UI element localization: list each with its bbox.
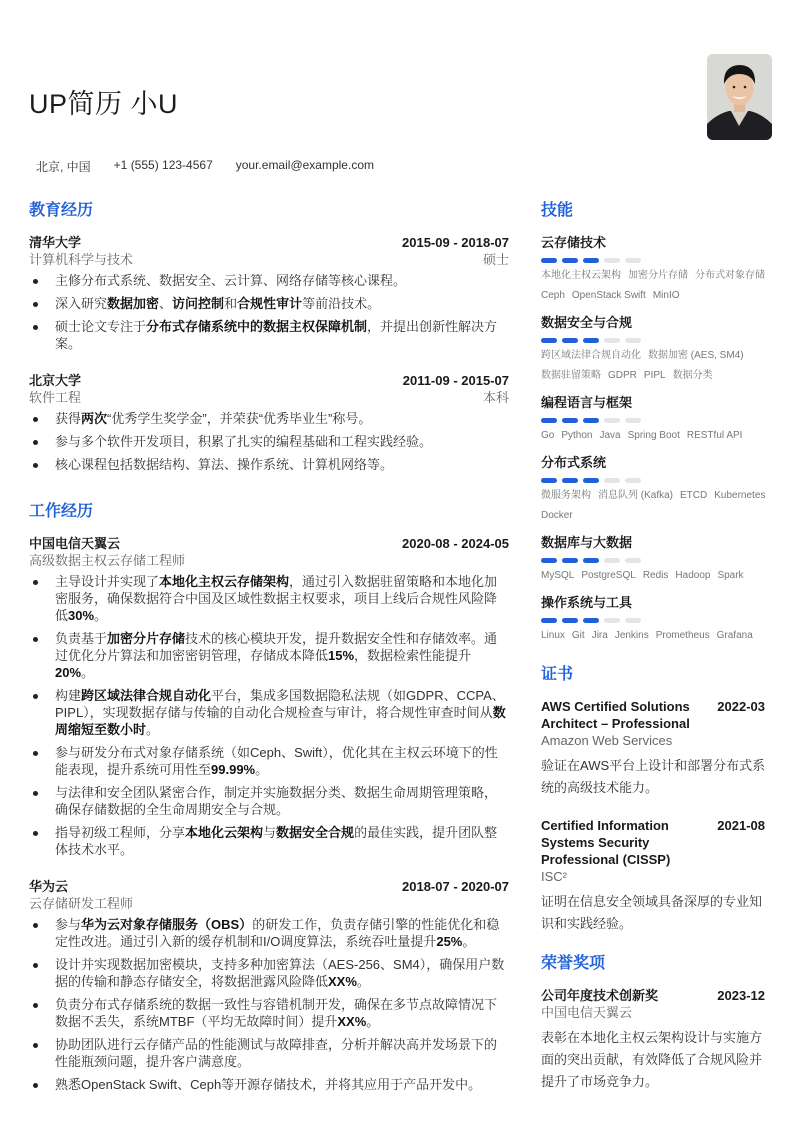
bullet-item: 构建跨区域法律合规自动化平台，集成多国数据隐私法规（如GDPR、CCPA、PIPL），实现数据存储与传输的自动化合规检查与审计，将合规性审查时间从数周缩短至数小时。 [29, 687, 509, 738]
skill-level-bar [562, 258, 578, 263]
skill-tag: 微服务架构 [541, 490, 591, 501]
certificate-entry [541, 698, 776, 799]
skill-tag: Go [541, 430, 555, 441]
bullet-item: 硕士论文专注于分布式存储系统中的数据主权保障机制，并提出创新性解决方案。 [29, 318, 509, 352]
skill-level-bar [562, 338, 578, 343]
skills-section [541, 200, 776, 644]
skill-name: 编程语言与框架 [541, 395, 633, 410]
skill-tag: Spark [717, 570, 744, 581]
skill-tags [541, 568, 776, 584]
awards-section [541, 953, 776, 1093]
skill-tags [541, 628, 776, 644]
skill-group [541, 454, 776, 524]
section-title-work: 工作经历 [29, 503, 94, 520]
skill-level-bar [541, 478, 557, 483]
skill-tag: MinIO [652, 290, 680, 301]
skill-tag: Git [571, 630, 585, 641]
skill-level-bar [604, 478, 620, 483]
bullet-item: 参与多个软件开发项目，积累了扎实的编程基础和工程实践经验。 [29, 433, 509, 450]
certificate-issuer: ISC² [541, 869, 567, 884]
right-column [541, 200, 776, 1111]
certificate-entry [541, 817, 776, 935]
bullet-item: 参与研发分布式对象存储系统（如Ceph、Swift），优化其在主权云环境下的性能表现，提升系统可用性至99.99%。 [29, 744, 509, 778]
left-column [29, 200, 509, 1113]
skill-tag: 数据加密 (AES, SM4) [648, 350, 744, 361]
date-range: 2011-09 - 2015-07 [402, 373, 509, 388]
avatar-photo-icon [707, 54, 772, 140]
certificates-section [541, 664, 776, 935]
bullet-item: 指导初级工程师，分享本地化云架构与数据安全合规的最佳实践，提升团队整体技术水平。 [29, 824, 509, 858]
skill-group [541, 234, 776, 304]
skill-level-bar [562, 418, 578, 423]
date-range: 2015-09 - 2018-07 [402, 235, 509, 250]
skill-level-meter [541, 558, 776, 563]
award-entry [541, 987, 776, 1093]
skill-tag: 分布式对象存储 [695, 270, 765, 281]
skill-tag: 本地化主权云架构 [541, 270, 621, 281]
skill-tag: Prometheus [655, 630, 710, 641]
skill-name: 数据库与大数据 [541, 535, 633, 550]
skill-level-bar [604, 618, 620, 623]
skill-level-bar [541, 338, 557, 343]
job-title: 高级数据主权云存储工程师 [29, 553, 186, 568]
skill-level-bar [583, 478, 599, 483]
major: 软件工程 [29, 390, 82, 405]
skill-level-meter [541, 618, 776, 623]
skill-group [541, 534, 776, 584]
skill-tag: Linux [541, 630, 565, 641]
major: 计算机科学与技术 [29, 252, 134, 267]
work-entry [29, 878, 509, 1093]
award-date: 2023-12 [717, 988, 765, 1003]
skill-level-bar [562, 558, 578, 563]
skill-tag: 数据驻留策略 [541, 370, 601, 381]
skill-level-meter [541, 418, 776, 423]
work-section [29, 501, 509, 1093]
skill-tag: 加密分片存储 [628, 270, 688, 281]
skill-tag: Hadoop [675, 570, 711, 581]
certificate-description: 验证在AWS平台上设计和部署分布式系统的高级技术能力。 [541, 758, 766, 795]
bullet-item: 参与华为云对象存储服务（OBS）的研发工作，负责存储引擎的性能优化和稳定性改进。通过引入新的缓存机制和I/O调度算法，系统吞吐量提升25%。 [29, 916, 509, 950]
company-name: 华为云 [29, 879, 69, 894]
degree: 硕士 [482, 252, 509, 267]
skill-level-bar [583, 258, 599, 263]
certificate-date: 2022-03 [717, 699, 765, 714]
skill-tags [541, 348, 776, 384]
skill-tag: Kubernetes [714, 490, 766, 501]
skill-level-bar [541, 618, 557, 623]
skill-level-bar [604, 558, 620, 563]
education-section [29, 200, 509, 473]
skill-level-bar [583, 618, 599, 623]
skill-tag: 数据分类 [672, 370, 713, 381]
skill-level-bar [625, 558, 641, 563]
skill-level-meter [541, 478, 776, 483]
date-range: 2018-07 - 2020-07 [402, 879, 509, 894]
candidate-name: UP简历 小U [29, 89, 179, 119]
skill-tag: Spring Boot [627, 430, 680, 441]
skill-level-bar [562, 618, 578, 623]
skill-level-bar [604, 258, 620, 263]
skill-tag: PostgreSQL [581, 570, 636, 581]
skill-level-bar [583, 338, 599, 343]
skill-tag: GDPR [608, 370, 637, 381]
skill-level-bar [604, 418, 620, 423]
skill-level-meter [541, 258, 776, 263]
skill-level-bar [625, 418, 641, 423]
company-name: 中国电信天翼云 [29, 536, 121, 551]
skill-level-bar [562, 478, 578, 483]
skill-name: 操作系统与工具 [541, 595, 633, 610]
section-title-certificates: 证书 [541, 666, 574, 683]
skill-tag: RESTful API [686, 430, 743, 441]
skills-list [541, 234, 776, 644]
bullet-item: 熟悉OpenStack Swift、Ceph等开源存储技术，并将其应用于产品开发中。 [29, 1076, 509, 1093]
skill-level-bar [625, 478, 641, 483]
phone-text: +1 (555) 123-4567 [113, 158, 213, 172]
bullet-item: 深入研究数据加密、访问控制和合规性审计等前沿技术。 [29, 295, 509, 312]
skill-tag: Python [561, 430, 593, 441]
certificate-description: 证明在信息安全领域具备深厚的专业知识和实践经验。 [541, 894, 763, 931]
section-title-education: 教育经历 [29, 202, 94, 219]
skill-level-bar [583, 418, 599, 423]
bullet-item: 负责基于加密分片存储技术的核心模块开发，提升数据安全性和存储效率。通过优化分片算法和加密密钥管理，存储成本降低15%，数据检索性能提升20%。 [29, 630, 509, 681]
skill-group [541, 314, 776, 384]
skill-tag: ETCD [680, 490, 708, 501]
skill-level-bar [604, 338, 620, 343]
school-name: 北京大学 [29, 373, 82, 388]
section-title-skills: 技能 [541, 202, 574, 219]
section-title-awards: 荣誉奖项 [541, 955, 606, 972]
degree: 本科 [482, 390, 509, 405]
skill-name: 云存储技术 [541, 235, 607, 250]
skill-tag: Ceph [541, 290, 565, 301]
skill-level-bar [625, 258, 641, 263]
skill-tag: Grafana [716, 630, 753, 641]
skill-level-bar [625, 618, 641, 623]
education-entry [29, 372, 509, 473]
email-link[interactable]: your.email@example.com [235, 158, 374, 172]
skill-tag: Redis [642, 570, 669, 581]
bullet-item: 获得两次“优秀学生奖学金”，并荣获“优秀毕业生”称号。 [29, 410, 509, 427]
skill-level-bar [541, 418, 557, 423]
certificate-title: Certified Information Systems Security Professional (CISSP) [541, 818, 671, 867]
skill-tag: MySQL [541, 570, 575, 581]
bullet-item: 协助团队进行云存储产品的性能测试与故障排查，分析并解决高并发场景下的性能瓶颈问题，提升客户满意度。 [29, 1036, 509, 1070]
skill-tags [541, 488, 776, 524]
skill-tag: Jira [591, 630, 608, 641]
skill-tag: Jenkins [614, 630, 649, 641]
certificate-date: 2021-08 [717, 818, 765, 833]
skill-level-bar [625, 338, 641, 343]
skill-tag: PIPL [643, 370, 666, 381]
certificate-title: AWS Certified Solutions Architect – Professional [541, 699, 690, 731]
resume-header [0, 0, 800, 190]
bullet-item: 与法律和安全团队紧密合作，制定并实施数据分类、数据生命周期管理策略，确保存储数据的全生命周期安全与合规。 [29, 784, 509, 818]
bullet-item: 核心课程包括数据结构、算法、操作系统、计算机网络等。 [29, 456, 509, 473]
skill-level-bar [583, 558, 599, 563]
bullet-item: 负责分布式存储系统的数据一致性与容错机制开发，确保在多节点故障情况下数据不丢失，系统MTBF（平均无故障时间）提升XX%。 [29, 996, 509, 1030]
skill-group [541, 594, 776, 644]
avatar [707, 54, 772, 140]
school-name: 清华大学 [29, 235, 82, 250]
contact-info [36, 158, 374, 175]
award-title: 公司年度技术创新奖 [541, 988, 659, 1003]
award-description: 表彰在本地化主权云架构设计与实施方面的突出贡献，有效降低了合规风险并提升了市场竞争力。 [541, 1030, 763, 1089]
bullet-item: 主导设计并实现了本地化主权云存储架构，通过引入数据驻留策略和本地化加密服务，确保数据符合中国及区域性数据主权要求，项目上线后合规性风险降低30%。 [29, 573, 509, 624]
skill-tags [541, 268, 776, 304]
location-text: 北京, 中国 [36, 160, 91, 174]
skill-tag: Java [599, 430, 621, 441]
bullet-item: 设计并实现数据加密模块，支持多种加密算法（AES-256、SM4），确保用户数据的传输和静态存储安全，将数据泄露风险降低XX%。 [29, 956, 509, 990]
skill-tags [541, 428, 776, 444]
skill-tag: OpenStack Swift [571, 290, 646, 301]
skill-tag: Docker [541, 510, 573, 521]
skill-tag: 消息队列 (Kafka) [598, 490, 674, 501]
skill-level-bar [541, 258, 557, 263]
skill-tag: 跨区域法律合规自动化 [541, 350, 641, 361]
skill-level-meter [541, 338, 776, 343]
job-title: 云存储研发工程师 [29, 896, 134, 911]
award-issuer: 中国电信天翼云 [541, 1005, 633, 1020]
work-entry [29, 535, 509, 858]
skill-name: 数据安全与合规 [541, 315, 633, 330]
skill-name: 分布式系统 [541, 455, 607, 470]
bullet-item: 主修分布式系统、数据安全、云计算、网络存储等核心课程。 [29, 272, 509, 289]
skill-level-bar [541, 558, 557, 563]
education-entry [29, 234, 509, 352]
certificate-issuer: Amazon Web Services [541, 733, 673, 748]
skill-group [541, 394, 776, 444]
date-range: 2020-08 - 2024-05 [402, 536, 509, 551]
